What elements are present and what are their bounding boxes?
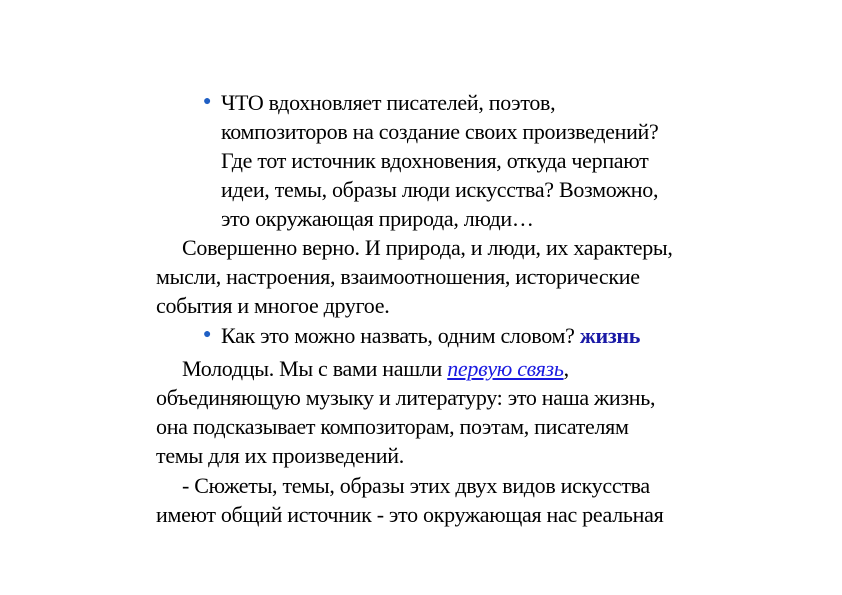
paragraph-line: она подсказывает композиторам, поэтам, писателям: [156, 414, 629, 439]
paragraph-line: Совершенно верно. И природа, и люди, их характеры,: [182, 235, 673, 260]
paragraph-line: имеют общий источник - это окружающая нас реальная: [156, 502, 664, 527]
paragraph-line: идеи, темы, образы люди искусства? Возможно,: [221, 177, 659, 202]
paragraph-line: это окружающая природа, люди…: [221, 206, 534, 231]
paragraph-line: объединяющую музыку и литературу: это наша жизнь,: [156, 385, 656, 410]
bullet-icon: ●: [203, 94, 212, 109]
answer-word: жизнь: [579, 323, 641, 348]
paragraph-line: композиторов на создание своих произведений?: [221, 119, 659, 144]
paragraph-text: ,: [563, 356, 569, 381]
paragraph-line: ЧТО вдохновляет писателей, поэтов,: [221, 90, 556, 115]
question-line: [221, 321, 640, 350]
paragraph-line: мысли, настроения, взаимоотношения, исторические: [156, 264, 640, 289]
question-text: Как это можно назвать, одним словом?: [221, 323, 580, 348]
paragraph-line: темы для их произведений.: [156, 443, 404, 468]
first-connection-link[interactable]: первую связь: [447, 356, 564, 381]
paragraph-line: [182, 354, 569, 383]
paragraph-line: события и многое другое.: [156, 293, 390, 318]
bullet-icon: ●: [203, 327, 212, 342]
paragraph-line: - Сюжеты, темы, образы этих двух видов искусства: [182, 473, 650, 498]
paragraph-line: Где тот источник вдохновения, откуда черпают: [221, 148, 649, 173]
paragraph-text: Молодцы. Мы с вами нашли: [182, 356, 448, 381]
